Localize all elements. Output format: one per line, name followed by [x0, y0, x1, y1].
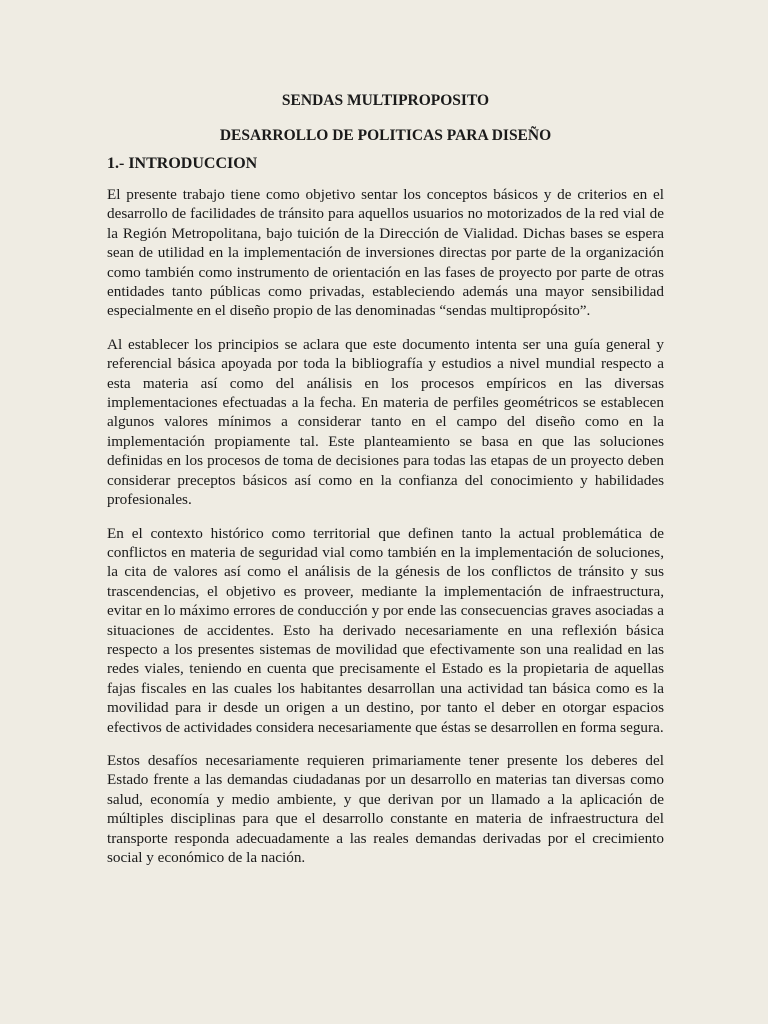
- document-subtitle: DESARROLLO DE POLITICAS PARA DISEÑO: [219, 127, 552, 144]
- document-title: SENDAS MULTIPROPOSITO: [281, 92, 490, 109]
- paragraph-2: Al establecer los principios se aclara que este documento intenta ser una guía general y referencial básica apoyada por toda la bibliografía y estudios a nivel mundial respecto a esta materia así como del análisis en los procesos empíricos en las diversas implementaciones efectuadas a la fecha. En materia de perfiles geométricos se establecen algunos valores mínimos a considerar tanto en el campo del diseño como en la implementación propiamente tal. Este planteamiento se basa en que las soluciones definidas en los procesos de toma de decisiones para todas las etapas de un proyecto deben considerar preceptos básicos así como en la confianza del conocimiento y habilidades profesionales.: [107, 335, 664, 509]
- paragraph-1: El presente trabajo tiene como objetivo sentar los conceptos básicos y de criterios en el desarrollo de facilidades de tránsito para aquellos usuarios no motorizados de la red vial de la Región Metropolitana, bajo tuición de la Dirección de Vialidad. Dichas bases se espera sean de utilidad en la implementación de inversiones directas por parte de la organización como también como instrumento de orientación en las fases de proyecto por parte de otras entidades tanto públicas como privadas, estableciendo además una mayor sensibilidad especialmente en el diseño propio de las denominadas “sendas multipropósito”.: [107, 186, 664, 320]
- section-heading: 1.- INTRODUCCION: [107, 155, 258, 172]
- paragraph-4: Estos desafíos necesariamente requieren primariamente tener presente los deberes del Estado frente a las demandas ciudadanas por un desarrollo en materias tan diversas como salud, economía y medio ambiente, y que derivan por un llamado a la aplicación de múltiples disciplinas para que el desarrollo constante en materia de infraestructura del transporte responda adecuadamente a las reales demandas derivadas por el crecimiento social y económico de la nación.: [107, 751, 664, 866]
- paragraph-3: En el contexto histórico como territorial que definen tanto la actual problemática de conflictos en materia de seguridad vial como también en la implementación de soluciones, la cita de valores así como el análisis de la génesis de los conflictos de tránsito y sus trascendencias, el objetivo es proveer, mediante la implementación de infraestructura, evitar en lo máximo errores de conducción y por ende las consecuencias graves asociadas a situaciones de accidentes. Esto ha derivado necesariamente en una reflexión básica respecto a los presentes sistemas de movilidad que efectivamente son una realidad en las redes viales, teniendo en cuenta que precisamente el Estado es la propietaria de aquellas fajas fiscales en las cuales los habitantes desarrollan una actividad tan básica como es la movilidad para ir desde un origen a un destino, por tanto el deber en otorgar espacios efectivos de actividades considera necesariamente que éstas se desarrollen en forma segura.: [107, 524, 664, 736]
